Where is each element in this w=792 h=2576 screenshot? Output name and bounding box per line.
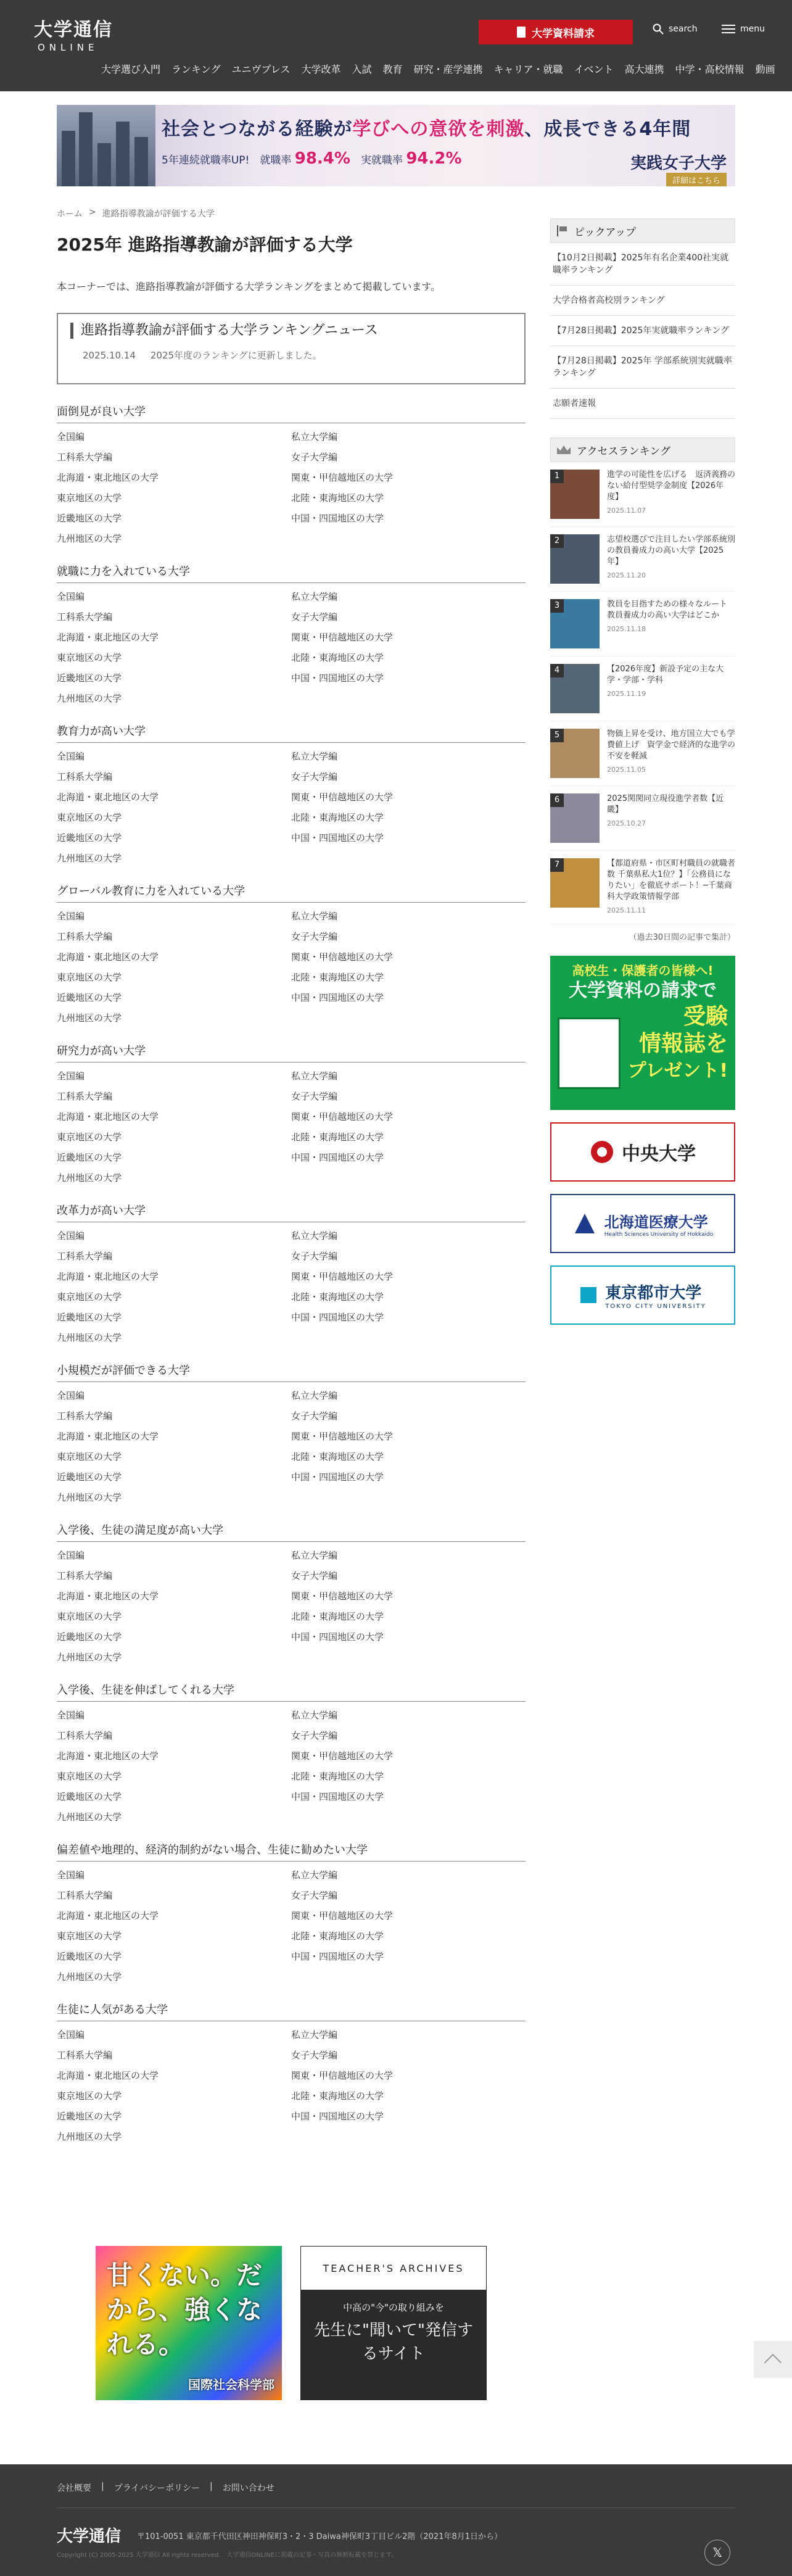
ranking-title: 教員を目指すための様々なルート 教員養成力の高い大学はどこか — [607, 600, 728, 620]
section-title: 入学後、生徒を伸ばしてくれる大学 — [57, 1681, 526, 1702]
section-link[interactable]: 工科系大学編 — [57, 1570, 113, 1581]
ranking-number: 4 — [550, 664, 564, 677]
section-link[interactable]: 私立大学編 — [291, 1230, 338, 1241]
banner-detail-link[interactable]: 詳細はこちら — [666, 173, 727, 186]
tokyo-city-university-ad[interactable] — [550, 1265, 735, 1325]
site-header — [0, 0, 792, 91]
section-link[interactable]: 中国・四国地区の大学 — [291, 1951, 384, 1962]
section-link[interactable]: 東京地区の大学 — [57, 812, 122, 823]
section-title: 面倒見が良い大学 — [57, 403, 526, 423]
ranking-item[interactable] — [550, 851, 735, 924]
section-link[interactable]: 工科系大学編 — [57, 771, 113, 782]
section-link[interactable]: 北海道・東北地区の大学 — [57, 1750, 159, 1762]
pickup-item[interactable]: 【7月28日掲載】2025年 学部系統別実就職率ランキング — [550, 346, 735, 389]
banner-stats: 5年連続就職率UP! 就職率 98.4% 実就職率 94.2% — [162, 149, 462, 168]
section-link[interactable]: 東京地区の大学 — [57, 972, 122, 983]
section-link[interactable]: 全国編 — [57, 1710, 85, 1721]
ranking-date: 2025.11.11 — [607, 906, 646, 914]
ranking-date: 2025.10.27 — [607, 819, 646, 827]
section-link[interactable]: 全国編 — [57, 1550, 85, 1561]
bottom-banners — [96, 2246, 487, 2400]
ad-line: プレゼント! — [627, 1060, 728, 1082]
section-link[interactable]: 関東・甲信越地区の大学 — [291, 792, 394, 803]
footer-link-privacy[interactable]: プライバシーポリシー — [113, 2483, 200, 2493]
banner-school-name: 実践女子大学 — [630, 154, 727, 173]
pickup-item[interactable]: 志願者速報 — [550, 389, 735, 419]
section-link[interactable]: 中国・四国地区の大学 — [291, 1472, 384, 1483]
section-link[interactable]: 中国・四国地区の大学 — [291, 2111, 384, 2122]
section-title: 偏差値や地理的、経済的制約がない場合、生徒に勧めたい大学 — [57, 1841, 526, 1862]
section-link[interactable]: 中国・四国地区の大学 — [291, 673, 384, 684]
back-to-top-button[interactable] — [754, 2341, 792, 2378]
document-request-button[interactable] — [479, 20, 633, 44]
section-link[interactable]: 関東・甲信越地区の大学 — [291, 1750, 394, 1762]
ranking-item[interactable] — [550, 721, 735, 786]
flag-icon — [557, 225, 568, 236]
section-links — [57, 427, 526, 549]
nav-item[interactable]: 研究・産学連携 — [413, 64, 483, 75]
section-links — [57, 906, 526, 1029]
section-link[interactable]: 工科系大学編 — [57, 1091, 113, 1102]
section-link[interactable]: 九州地区の大学 — [57, 1812, 122, 1823]
section-link[interactable]: 北海道・東北地区の大学 — [57, 632, 159, 643]
section-link[interactable]: 北陸・東海地区の大学 — [291, 492, 384, 503]
section-link[interactable]: 近畿地区の大学 — [57, 1791, 122, 1802]
access-ranking-list — [550, 462, 735, 924]
ranking-title: 物価上昇を受け、地方国立大でも学費値上げ 資学金で経済的な進学の不安を軽減 — [607, 729, 736, 761]
section-link[interactable]: 近畿地区の大学 — [57, 1312, 122, 1323]
main-content — [57, 232, 526, 2147]
section-title: 改革力が高い大学 — [57, 1202, 526, 1222]
section-link[interactable]: 私立大学編 — [291, 751, 338, 762]
section-link[interactable]: 私立大学編 — [291, 2029, 338, 2040]
nav-item[interactable]: ランキング — [171, 64, 221, 75]
ranking-text — [607, 858, 735, 916]
footer-link-contact[interactable]: お問い合わせ — [222, 2483, 274, 2493]
nav-item[interactable]: 大学選び入門 — [101, 64, 161, 75]
hokkaido-iryo-university-ad[interactable] — [550, 1194, 735, 1253]
section-link[interactable]: 九州地区の大学 — [57, 1971, 122, 1982]
section-link[interactable]: 工科系大学編 — [57, 1410, 113, 1422]
access-ranking-heading: アクセスランキング — [550, 437, 735, 462]
section-link[interactable]: 北陸・東海地区の大学 — [291, 1611, 384, 1622]
news-heading: 進路指導教諭が評価する大学ランキングニュース — [70, 323, 512, 339]
logo-en: ONLINE — [38, 42, 99, 53]
ad-school-name: 北海道医療大学 — [604, 1213, 708, 1231]
banner-headline: 社会とつながる経験が学びへの意欲を刺激、成長できる4年間 — [162, 118, 691, 140]
section-link[interactable]: 工科系大学編 — [57, 452, 113, 463]
ranking-number: 5 — [550, 729, 564, 742]
section-link[interactable]: 東京地区の大学 — [57, 492, 122, 503]
section-link[interactable]: 北陸・東海地区の大学 — [291, 1451, 384, 1462]
section-link[interactable]: 関東・甲信越地区の大学 — [291, 1271, 394, 1282]
ranking-sections — [57, 403, 526, 2147]
section-link[interactable]: 北陸・東海地区の大学 — [291, 1291, 384, 1302]
section-link[interactable]: 近畿地区の大学 — [57, 1472, 122, 1483]
section-link[interactable]: 中国・四国地区の大学 — [291, 1152, 384, 1163]
section-link[interactable]: 近畿地区の大学 — [57, 1152, 122, 1163]
section-link[interactable]: 関東・甲信越地区の大学 — [291, 1910, 394, 1921]
section-links — [57, 2025, 526, 2147]
section-link[interactable]: 北陸・東海地区の大学 — [291, 972, 384, 983]
banner-small-text: 中高の"今"の取り組みを — [343, 2302, 444, 2313]
ranking-title: 【都道府県・市区町村職員の就職者数 千葉県私大1位？】「公務員になりたい」を徹底サポート！─千葉商科大学政策情報学部 — [607, 859, 736, 901]
ranking-date: 2025.11.07 — [607, 507, 646, 515]
section-link[interactable]: 女子大学編 — [291, 931, 338, 942]
x-twitter-icon[interactable]: 𝕏 — [704, 2540, 730, 2566]
section-link[interactable]: 近畿地区の大学 — [57, 832, 122, 843]
section-title: 就職に力を入れている大学 — [57, 563, 526, 583]
footer-copyright: Copyright (C) 2005-2025 大学通信 All rights reserved. 大学通信ONLINEに掲載の記事・写真の無断転載を禁じます。 — [57, 2552, 398, 2559]
ranking-date: 2025.11.18 — [607, 625, 646, 633]
logo-ja: 大学通信 — [34, 19, 113, 41]
hamburger-icon — [722, 23, 735, 35]
section-link[interactable]: 工科系大学編 — [57, 1730, 113, 1741]
section-link[interactable]: 工科系大学編 — [57, 2050, 113, 2061]
section-link[interactable]: 北海道・東北地区の大学 — [57, 1591, 159, 1602]
section-link[interactable]: 女子大学編 — [291, 611, 338, 623]
section-link[interactable]: 中国・四国地区の大学 — [291, 1312, 384, 1323]
ranking-date: 2025.11.05 — [607, 766, 646, 774]
ranking-section — [57, 1841, 526, 1987]
breadcrumb-separator: > — [89, 207, 96, 217]
section-link[interactable]: 九州地区の大学 — [57, 2131, 122, 2142]
ranking-text — [607, 664, 735, 713]
menu-button[interactable] — [722, 23, 765, 35]
section-link[interactable]: 中国・四国地区の大学 — [291, 1631, 384, 1642]
ranking-section — [57, 1042, 526, 1188]
section-link[interactable]: 東京地区の大学 — [57, 1931, 122, 1942]
section-link[interactable]: 九州地区の大学 — [57, 533, 122, 544]
section-links — [57, 1705, 526, 1828]
section-link[interactable]: 女子大学編 — [291, 1091, 338, 1102]
section-links — [57, 1386, 526, 1508]
section-link[interactable]: 私立大学編 — [291, 1870, 338, 1881]
news-item[interactable] — [70, 349, 512, 362]
section-link[interactable]: 私立大学編 — [291, 1550, 338, 1561]
ranking-title: 2025関関同立現役進学者数【近畿】 — [607, 794, 724, 814]
section-link[interactable]: 女子大学編 — [291, 452, 338, 463]
crown-icon — [557, 445, 571, 454]
section-link[interactable]: 近畿地区の大学 — [57, 513, 122, 524]
section-link[interactable]: 九州地区の大学 — [57, 1492, 122, 1503]
section-link[interactable]: 北海道・東北地区の大学 — [57, 472, 159, 483]
section-link[interactable]: 北海道・東北地区の大学 — [57, 1111, 159, 1122]
ranking-number: 7 — [550, 858, 564, 872]
ranking-text — [607, 599, 735, 648]
section-link[interactable]: 私立大学編 — [291, 431, 338, 442]
section-link[interactable]: 全国編 — [57, 2029, 85, 2040]
section-link[interactable]: 中国・四国地区の大学 — [291, 1791, 384, 1802]
ad-school-subname: TOKYO CITY UNIVERSITY — [605, 1303, 706, 1310]
ranking-number: 6 — [550, 793, 564, 807]
section-link[interactable]: 東京地区の大学 — [57, 1291, 122, 1302]
ranking-item[interactable] — [550, 786, 735, 851]
search-icon — [653, 23, 664, 35]
site-logo[interactable] — [34, 20, 113, 53]
ranking-section — [57, 1522, 526, 1668]
section-link[interactable]: 全国編 — [57, 911, 85, 922]
section-link[interactable]: 関東・甲信越地区の大学 — [291, 2070, 394, 2081]
section-link[interactable]: 近畿地区の大学 — [57, 992, 122, 1003]
top-ad-banner[interactable] — [57, 105, 735, 186]
section-title: グローバル教育に力を入れている大学 — [57, 882, 526, 903]
magazine-image — [558, 1017, 621, 1089]
ranking-section — [57, 2001, 526, 2147]
ranking-thumbnail — [550, 664, 600, 713]
section-title: 研究力が高い大学 — [57, 1042, 526, 1062]
section-link[interactable]: 私立大学編 — [291, 911, 338, 922]
section-link[interactable]: 九州地区の大学 — [57, 853, 122, 864]
university-emblem-icon — [590, 1140, 614, 1164]
section-link[interactable]: 全国編 — [57, 1870, 85, 1881]
nav-item[interactable]: 中学・高校情報 — [675, 64, 745, 75]
footer-separator: | — [101, 2482, 104, 2491]
section-link[interactable]: 九州地区の大学 — [57, 693, 122, 704]
ranking-section — [57, 1681, 526, 1828]
section-link[interactable]: 私立大学編 — [291, 591, 338, 602]
section-link[interactable]: 全国編 — [57, 1230, 85, 1241]
section-title: 生徒に人気がある大学 — [57, 2001, 526, 2021]
breadcrumb — [57, 207, 215, 220]
nav-item[interactable]: キャリア・就職 — [493, 64, 563, 75]
section-link[interactable]: 北海道・東北地区の大学 — [57, 1431, 159, 1442]
ranking-text — [607, 729, 735, 778]
section-link[interactable]: 東京地区の大学 — [57, 1132, 122, 1143]
sidebar — [550, 218, 735, 1325]
section-link[interactable]: 関東・甲信越地区の大学 — [291, 1431, 394, 1442]
ranking-item[interactable] — [550, 462, 735, 527]
section-link[interactable]: 北海道・東北地区の大学 — [57, 792, 159, 803]
section-link[interactable]: 近畿地区の大学 — [57, 1951, 122, 1962]
section-title: 小規模だが評価できる大学 — [57, 1362, 526, 1382]
section-link[interactable]: 北陸・東海地区の大学 — [291, 1771, 384, 1782]
section-link[interactable]: 東京地区の大学 — [57, 652, 122, 663]
section-title: 入学後、生徒の満足度が高い大学 — [57, 1522, 526, 1542]
ranking-date: 2025.11.19 — [607, 690, 646, 698]
section-links — [57, 587, 526, 709]
book-icon — [517, 27, 526, 38]
banner-faculty: 国際社会科学部 — [188, 2377, 274, 2392]
section-link[interactable]: 女子大学編 — [291, 1890, 338, 1901]
section-link[interactable]: 全国編 — [57, 1390, 85, 1401]
menu-label: menu — [740, 24, 765, 34]
pickup-item[interactable]: 【7月28日掲載】2025年実就職率ランキング — [550, 316, 735, 346]
lead-text: 本コーナーでは、進路指導教諭が評価する大学ランキングをまとめて掲載しています。 — [57, 281, 441, 292]
ranking-section — [57, 882, 526, 1029]
ranking-item[interactable] — [550, 527, 735, 592]
section-title: 教育力が高い大学 — [57, 723, 526, 743]
ad-line: 受験 — [683, 1004, 728, 1029]
ranking-thumbnail — [550, 470, 600, 519]
news-text: 2025年度のランキングに更新しました。 — [150, 350, 322, 361]
section-link[interactable]: 北海道・東北地区の大学 — [57, 1910, 159, 1921]
teachers-archives-banner[interactable] — [300, 2246, 487, 2400]
search-label: search — [669, 24, 698, 34]
section-links — [57, 1865, 526, 1987]
section-link[interactable]: 中国・四国地区の大学 — [291, 832, 384, 843]
section-links — [57, 747, 526, 869]
ranking-thumbnail — [550, 599, 600, 648]
site-footer — [0, 2464, 792, 2576]
section-link[interactable]: 北海道・東北地区の大学 — [57, 951, 159, 963]
footer-address: 〒101-0051 東京都千代田区神田神保町3・2・3 Daiwa神保町3丁目ビル2階（2021年8月1日から） — [137, 2532, 503, 2541]
section-link[interactable]: 東京地区の大学 — [57, 1451, 122, 1462]
breadcrumb-home[interactable]: ホーム — [57, 209, 83, 219]
nav-item[interactable]: イベント — [574, 64, 614, 75]
page-title: 2025年 進路指導教諭が評価する大学 — [57, 234, 353, 255]
ad-line: 高校生・保護者の皆様へ! — [572, 963, 714, 978]
section-link[interactable]: 工科系大学編 — [57, 931, 113, 942]
section-link[interactable]: 女子大学編 — [291, 1730, 338, 1741]
section-link[interactable]: 私立大学編 — [291, 1071, 338, 1082]
section-link[interactable]: 中国・四国地区の大学 — [291, 513, 384, 524]
section-link[interactable]: 北海道・東北地区の大学 — [57, 1271, 159, 1282]
section-link[interactable]: 九州地区の大学 — [57, 1652, 122, 1663]
ranking-number: 3 — [550, 599, 564, 613]
pickup-item[interactable]: 大学合格者高校別ランキング — [550, 286, 735, 316]
university-emblem-icon — [579, 1286, 598, 1304]
ad-line: 情報誌を — [638, 1031, 728, 1056]
section-link[interactable]: 北陸・東海地区の大学 — [291, 1931, 384, 1942]
section-link[interactable]: 中国・四国地区の大学 — [291, 992, 384, 1003]
section-link[interactable]: 女子大学編 — [291, 2050, 338, 2061]
ad-school-name: 東京都市大学 — [605, 1284, 702, 1302]
section-link[interactable]: 九州地区の大学 — [57, 1332, 122, 1343]
ranking-thumbnail — [550, 534, 600, 584]
section-link[interactable]: 近畿地区の大学 — [57, 673, 122, 684]
kokusai-shakai-banner[interactable] — [96, 2246, 282, 2400]
ranking-note: （過去30日間の記事で集計） — [629, 933, 735, 942]
section-link[interactable]: 関東・甲信越地区の大学 — [291, 951, 394, 963]
ad-line: 大学資料の請求で — [569, 980, 717, 1001]
nav-item[interactable]: 動画 — [755, 64, 775, 75]
pickup-item[interactable]: 【10月2日掲載】2025年有名企業400社実就職率ランキング — [550, 243, 735, 286]
section-link[interactable]: 近畿地区の大学 — [57, 1631, 122, 1642]
ranking-section — [57, 723, 526, 869]
footer-links — [57, 2482, 274, 2494]
footer-link-company[interactable]: 会社概要 — [57, 2483, 91, 2493]
nav-item[interactable]: 入試 — [352, 64, 372, 75]
section-link[interactable]: 女子大学編 — [291, 1410, 338, 1422]
footer-logo[interactable]: 大学通信 — [57, 2527, 122, 2546]
section-link[interactable]: 北陸・東海地区の大学 — [291, 2090, 384, 2102]
section-link[interactable]: 北陸・東海地区の大学 — [291, 812, 384, 823]
document-request-label: 大学資料請求 — [532, 27, 595, 40]
section-link[interactable]: 九州地区の大学 — [57, 1013, 122, 1024]
university-emblem-icon — [572, 1211, 597, 1236]
section-link[interactable]: 近畿地区の大学 — [57, 2111, 122, 2122]
section-link[interactable]: 全国編 — [57, 591, 85, 602]
section-link[interactable]: 全国編 — [57, 1071, 85, 1082]
section-link[interactable]: 北陸・東海地区の大学 — [291, 652, 384, 663]
section-link[interactable]: 私立大学編 — [291, 1390, 338, 1401]
section-link[interactable]: 全国編 — [57, 751, 85, 762]
ranking-section — [57, 403, 526, 549]
section-link[interactable]: 女子大学編 — [291, 1251, 338, 1262]
banner-city-image — [57, 105, 155, 186]
banner-title: TEACHER'S ARCHIVES — [301, 2247, 486, 2290]
section-link[interactable]: 女子大学編 — [291, 1570, 338, 1581]
nav-item[interactable]: ユニヴプレス — [231, 64, 291, 75]
section-link[interactable]: 関東・甲信越地区の大学 — [291, 632, 394, 643]
ad-school-subname: Health Sciences University of Hokkaido — [604, 1231, 714, 1238]
section-link[interactable]: 女子大学編 — [291, 771, 338, 782]
document-request-ad[interactable] — [550, 956, 735, 1110]
ranking-date: 2025.11.20 — [607, 571, 646, 579]
ranking-title: 志望校選びで注目したい学部系統別の教員養成力の高い大学【2025年】 — [607, 535, 736, 566]
ranking-thumbnail — [550, 858, 600, 908]
section-links — [57, 1066, 526, 1188]
footer-separator: | — [210, 2482, 213, 2491]
section-links — [57, 1226, 526, 1348]
ranking-title: 進学の可能性を広げる 返済義務のない給付型奨学金制度【2026年度】 — [607, 470, 736, 502]
banner-body — [301, 2290, 486, 2400]
section-link[interactable]: 工科系大学編 — [57, 1890, 113, 1901]
section-link[interactable]: 工科系大学編 — [57, 611, 113, 623]
chevron-up-icon — [764, 2354, 782, 2371]
search-button[interactable] — [653, 23, 698, 35]
ranking-title: 【2026年度】新設予定の主な大学・学部・学科 — [607, 665, 724, 685]
section-link[interactable]: 全国編 — [57, 431, 85, 442]
ranking-section — [57, 1362, 526, 1508]
section-link[interactable]: 北陸・東海地区の大学 — [291, 1132, 384, 1143]
ranking-thumbnail — [550, 729, 600, 778]
ranking-number: 1 — [550, 470, 564, 483]
nav-item[interactable]: 教育 — [382, 64, 403, 75]
global-nav — [96, 62, 781, 76]
section-link[interactable]: 東京地区の大学 — [57, 1611, 122, 1622]
banner-catchcopy: 甘くない。だから、強くなれる。 — [107, 2260, 263, 2359]
news-date: 2025.10.14 — [83, 350, 136, 361]
ranking-section — [57, 563, 526, 709]
pickup-heading: ピックアップ — [550, 218, 735, 243]
section-link[interactable]: 東京地区の大学 — [57, 2090, 122, 2102]
ranking-section — [57, 1202, 526, 1348]
ranking-thumbnail — [550, 793, 600, 843]
section-link[interactable]: 関東・甲信越地区の大学 — [291, 1591, 394, 1602]
ranking-text — [607, 470, 735, 519]
section-link[interactable]: 関東・甲信越地区の大学 — [291, 472, 394, 483]
ad-school-name: 中央大学 — [622, 1143, 696, 1165]
section-link[interactable]: 関東・甲信越地区の大学 — [291, 1111, 394, 1122]
ranking-item[interactable] — [550, 592, 735, 656]
chuo-university-ad[interactable] — [550, 1122, 735, 1182]
ranking-item[interactable] — [550, 656, 735, 721]
ranking-text — [607, 793, 735, 843]
section-link[interactable]: 東京地区の大学 — [57, 1771, 122, 1782]
ranking-number: 2 — [550, 534, 564, 548]
ranking-text — [607, 534, 735, 584]
section-link[interactable]: 工科系大学編 — [57, 1251, 113, 1262]
nav-item[interactable]: 高大連携 — [624, 64, 664, 75]
section-links — [57, 1546, 526, 1668]
section-link[interactable]: 北海道・東北地区の大学 — [57, 2070, 159, 2081]
section-link[interactable]: 九州地区の大学 — [57, 1172, 122, 1183]
section-link[interactable]: 私立大学編 — [291, 1710, 338, 1721]
nav-item[interactable]: 大学改革 — [301, 64, 341, 75]
breadcrumb-current: 進路指導教諭が評価する大学 — [102, 209, 215, 219]
news-box — [57, 313, 526, 384]
banner-large-text: 先生に"聞いて"発信するサイト — [314, 2321, 473, 2363]
pickup-list — [550, 243, 735, 419]
